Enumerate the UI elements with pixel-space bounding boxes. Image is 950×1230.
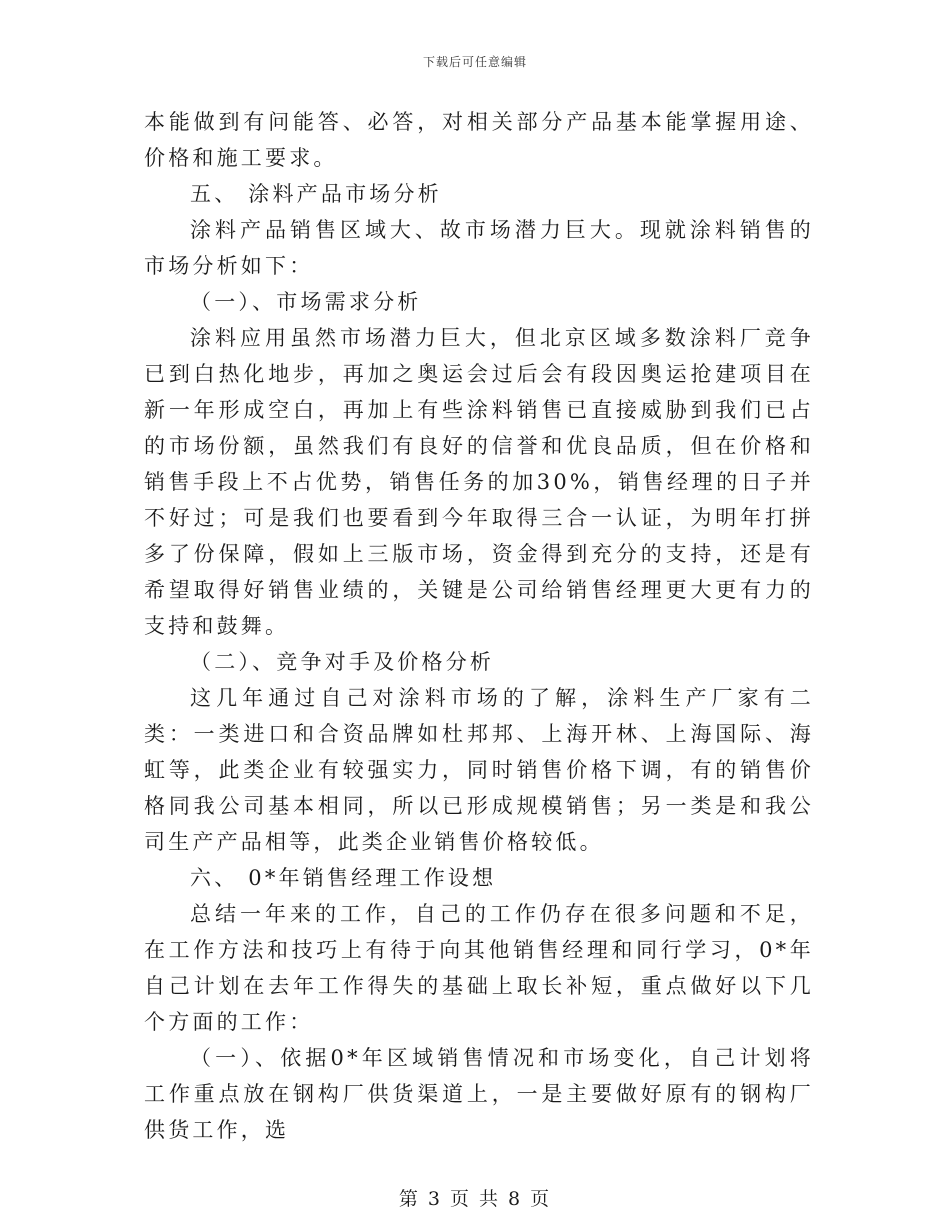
paragraph-market-intro: 涂料产品销售区域大、故市场潜力巨大。现就涂料销售的市场分析如下：: [144, 218, 814, 278]
paragraph-demand-analysis: 涂料应用虽然市场潜力巨大，但北京区域多数涂料厂竞争已到白热化地步，再加之奥运会过后会有段因奥运抢建项目在新一年形成空白，再加上有些涂料销售已直接威胁到我们已占的市场份额，虽然我们有良好的信誉和优良品质，但在价格和销售手段上不占优势，销售任务的加30%，销售经理的日子并不好过；可是我们也要看到今年取得三合一认证，为明年打拼多了份保障，假如上三版市场，资金得到充分的支持，还是有希望取得好销售业绩的，关键是公司给销售经理更大更有力的支持和鼓舞。: [144, 326, 814, 638]
page-header: 下载后可任意编辑: [422, 55, 527, 69]
subheading-demand-analysis: （一）、市场需求分析: [190, 290, 422, 314]
paragraph-work-summary: 总结一年来的工作，自己的工作仍存在很多问题和不足，在工作方法和技巧上有待于向其他销售经理和同行学习，0*年自己计划在去年工作得失的基础上取长补短，重点做好以下几个方面的工作：: [144, 902, 814, 1034]
paragraph-plan-item-1: （一）、依据0*年区域销售情况和市场变化，自己计划将工作重点放在钢构厂供货渠道上，一是主要做好原有的钢构厂供货工作，选: [144, 1046, 814, 1142]
paragraph-competitor-analysis: 这几年通过自己对涂料市场的了解，涂料生产厂家有二类：一类进口和合资品牌如杜邦邦、上海开林、上海国际、海虹等，此类企业有较强实力，同时销售价格下调，有的销售价格同我公司基本相同，所以已形成规模销售；另一类是和我公司生产产品相等，此类企业销售价格较低。: [144, 686, 814, 854]
section-heading-5: 五、 涂料产品市场分析: [190, 182, 442, 206]
subheading-competitor-analysis: （二）、竞争对手及价格分析: [190, 650, 495, 674]
document-body: [144, 104, 814, 1148]
paragraph-continuation: 本能做到有问能答、必答，对相关部分产品基本能掌握用途、价格和施工要求。: [144, 110, 814, 170]
section-heading-6: 六、 0*年销售经理工作设想: [190, 866, 497, 890]
page-number-footer: 第 3 页 共 8 页: [398, 1188, 552, 1210]
